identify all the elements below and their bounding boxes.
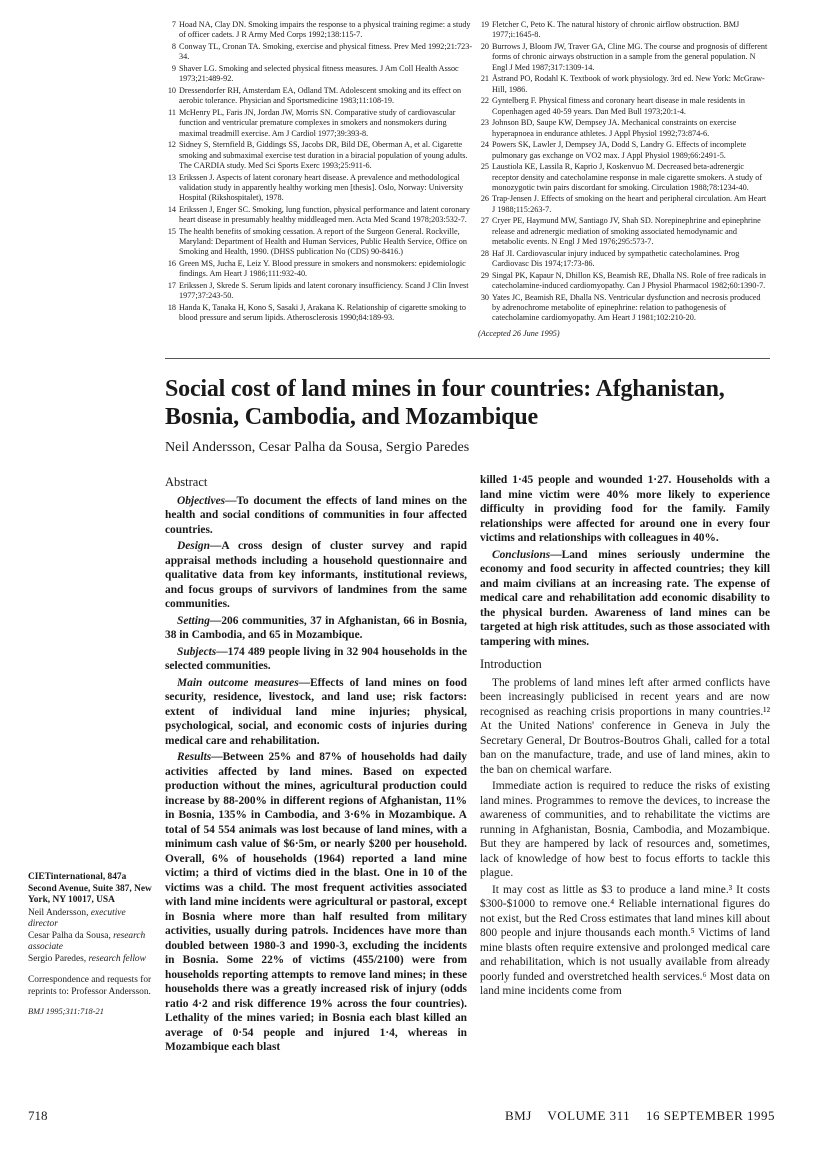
reference-number: 19 bbox=[480, 20, 489, 29]
reference-item bbox=[165, 108, 473, 139]
reference-text: Trap-Jensen J. Effects of smoking on the heart and peripheral circulation. Am Heart J 1988;115:263-7. bbox=[492, 194, 767, 214]
reference-item bbox=[165, 227, 473, 258]
accepted-date: (Accepted 26 June 1995) bbox=[478, 328, 560, 338]
reference-item bbox=[478, 249, 770, 270]
reference-text: Yates JC, Beamish RE, Dhalla NS. Ventricular dysfunction and necrosis produced by adrenochrome metabolite of epinephrine: relation to pathogenesis of catecholamine cardiomyopathy. Am Heart J 1981;102:210-20. bbox=[492, 292, 761, 323]
reference-text: Handa K, Tanaka H, Kono S, Sasaki J, Arakana K. Relationship of cigarette smoking to blood pressure and serum lipids. Atherosclerosis 1990;84:189-93. bbox=[179, 303, 466, 323]
article-citation: BMJ 1995;311:718-21 bbox=[28, 1007, 104, 1016]
reference-text: Sidney S, Sternfield B, Giddings SS, Jacobs DR, Bild DE, Oberman A, et al. Cigarette smoking and submaximal exercise test duration in a biracial population of young adults. The CARDIA study. Med Sci Sports Exerc 1993;25:911-6. bbox=[179, 140, 468, 170]
author-affiliations bbox=[28, 872, 156, 1018]
reference-item bbox=[478, 271, 770, 292]
reference-item bbox=[165, 140, 473, 171]
abstract-conclusions: Conclusions—Land mines seriously undermine the economy and food security in affected countries; they kill and maim civilians at an increasing rate. The expense of medical care and rehabilitation add economic disability to the physical burden. Awareness of land mines can be targeted at high risk attitudes, such as those associated with tampering with mines. bbox=[480, 548, 770, 648]
reference-number: 15 bbox=[167, 226, 176, 236]
reference-text: Singal PK, Kapaur N, Dhillon KS, Beamish RE, Dhalla NS. Role of free radicals in catecholamine-induced cardiomyopathy. Can J Physiol Pharmacol 1982;60:1390-7. bbox=[492, 270, 767, 291]
reference-text: Green MS, Jucha E, Leiz Y. Blood pressure in smokers and nonsmokers: epidemiologic findings. Am Heart J 1986;111:932-40. bbox=[179, 259, 466, 279]
reference-item bbox=[165, 303, 473, 324]
reference-text: Burrows J, Bloom JW, Traver GA, Cline MG. The course and prognosis of different forms of chronic airways obstruction in a sample from the general population. N Engl J Med 1987;317:1309-14. bbox=[492, 41, 768, 72]
reference-number: 8 bbox=[171, 41, 176, 51]
reference-number: 10 bbox=[167, 85, 176, 95]
reference-number: 7 bbox=[171, 20, 176, 29]
right-column bbox=[480, 473, 770, 1001]
reference-number: 26 bbox=[480, 194, 489, 204]
abstract-outcome-measures: Main outcome measures—Effects of land mines on food security, residence, livestock, and land use; risk factors: extent of individual land mine injuries; physical, psychological, social, and economic costs of injuries during medical care and rehabilitation. bbox=[165, 676, 467, 747]
reference-text: Gyntelberg F. Physical fitness and coronary heart disease in male residents in Copenhagen aged 40-59 years. Dan Med Bull 1973;20:1-4. bbox=[492, 96, 745, 116]
reference-text: Dressendorfer RH, Amsterdam EA, Odland TM. Adolescent smoking and its effect on aerobic tolerance. Physician and Sportsmedicine 1983;11:108-19. bbox=[179, 85, 462, 106]
intro-paragraph-1: The problems of land mines left after armed conflicts have been increasingly publicised in recent years and are now recognised as reaching crisis proportions in many countries.¹² At the United Nations' conference in Geneva in July the Secretary General, Dr Boutros-Boutros Ghali, called for a total ban on the manufacture, trade, and use of land mines, akin to the ban on chemical warfare. bbox=[480, 676, 770, 776]
affiliation-author-3: Sergio Paredes, research fellow bbox=[28, 953, 146, 964]
reference-number: 13 bbox=[167, 172, 176, 182]
introduction-heading: Introduction bbox=[480, 657, 542, 671]
reference-number: 14 bbox=[167, 204, 176, 214]
reference-number: 29 bbox=[480, 270, 489, 280]
reference-item bbox=[478, 216, 770, 247]
abstract-objectives: Objectives—To document the effects of land mines on the health and social conditions of communities in four affected countries. bbox=[165, 494, 467, 536]
reference-item bbox=[478, 118, 770, 139]
reference-item bbox=[165, 42, 473, 63]
reference-item bbox=[165, 20, 473, 41]
reference-number: 23 bbox=[480, 118, 489, 128]
journal-date: 16 SEPTEMBER 1995 bbox=[645, 1108, 776, 1123]
abstract-results: Results—Between 25% and 87% of households had daily activities affected by land mines. Based on expected production without the mines, agricultural production could increase by 88-200% in different regions of Afghanistan, 11% in Bosnia, 135% in Cambodia, and 3·6% in Mozambique. A total of 54 554 animals was lost because of land mines, with a minimum cash value of $6·5m, or nearly $200 per household. Overall, 6% of households (1964) reported a land mine victim; a third of victims died in the blast. One in 10 of the victims was a child. The most frequent activities associated with land mine incidents were agricultural or pastoral, except in Bosnia where more than half resulted from military activities, usually during patrols. Incidences have more than doubled between 1980-3 and 1990-3, excluding the incidents in Bosnia. Some 22% of victims (455/2100) were from households reporting attempts to remove land mines; in these households there was a greatly increased risk of injury (odds ratio 4·2 and risk difference 19% across the four countries). Lethality of the mines varied; in Bosnia each blast killed an average of 0·54 people and injured 1·4, whereas in Mozambique each blast bbox=[165, 751, 467, 1053]
reference-list-left bbox=[165, 20, 473, 325]
abstract-design: Design—A cross design of cluster survey and rapid appraisal methods including a household questionnaire and qualitative data from key informants, institutional reviews, and focus groups of survivors of landmines from the same communities. bbox=[165, 540, 467, 610]
reference-text: Fletcher C, Peto K. The natural history of chronic airflow obstruction. BMJ 1977;i:1645-8. bbox=[492, 20, 740, 40]
abstract-column bbox=[165, 473, 467, 1057]
abstract-setting: Setting—206 communities, 37 in Afghanistan, 66 in Bosnia, 38 in Cambodia, and 65 in Mozambique. bbox=[165, 614, 467, 641]
intro-paragraph-3: It may cost as little as $3 to produce a land mine.³ It costs $300-$1000 to remove one.⁴ Reliable international figures do not exist, but the Red Cross estimates that land mines kill about 800 people and injure thousands each month.⁵ Victims of land mine blasts often require extensive and prolonged medical care and rehabilitation, which is not usually available from already poorly funded and overstretched health services.⁶ Most data on land mine incidents come from bbox=[480, 883, 770, 997]
page-number: 718 bbox=[28, 1108, 48, 1123]
correspondence-note: Correspondence and requests for reprints to: Professor Andersson. bbox=[28, 975, 152, 997]
reference-number: 24 bbox=[480, 140, 489, 150]
reference-text: Conway TL, Cronan TA. Smoking, exercise and physical fitness. Prev Med 1992;21:723-34. bbox=[179, 41, 473, 62]
reference-text: Hoad NA, Clay DN. Smoking impairs the response to a physical training regime: a study of officer cadets. J R Army Med Corps 1992;138:115-7. bbox=[179, 20, 471, 40]
abstract-subjects: Subjects—174 489 people living in 32 904 households in the selected communities. bbox=[165, 645, 467, 672]
reference-number: 18 bbox=[167, 303, 176, 313]
reference-text: Powers SK, Lawler J, Dempsey JA, Dodd S, Landry G. Effects of incomplete pulmonary gas exchange on VO2 max. J Appl Physiol 1989;66:2491-5. bbox=[492, 140, 747, 160]
journal-volume: VOLUME 311 bbox=[547, 1108, 631, 1123]
reference-number: 28 bbox=[480, 248, 489, 258]
abstract-results-continued: killed 1·45 people and wounded 1·27. Households with a land mine victim were 40% more likely to experience difficulty in providing food for the family. Family relationships were affected for around one in every four victims and relationships with colleagues in 40%. bbox=[480, 474, 770, 544]
section-divider bbox=[165, 358, 770, 359]
reference-text: Erikssen J, Enger SC. Smoking, lung function, physical performance and latent coronary heart disease in presumably healthy middleaged men. Acta Med Scand 1978;203:532-7. bbox=[179, 204, 470, 225]
reference-text: Cryer PE, Haymund MW, Santiago JV, Shah SD. Norepinephrine and epinephrine release and adrenergic mediation of smoking associated hemodynamic and metabolic events. N Engl J Med 1976;295:573-7. bbox=[492, 216, 761, 247]
reference-list-right bbox=[478, 20, 770, 339]
reference-number: 20 bbox=[480, 41, 489, 51]
reference-item bbox=[478, 194, 770, 215]
reference-text: Erikssen J. Aspects of latent coronary heart disease. A prevalence and methodological validation study in apparently healthy working men [thesis]. Oslo, Norway: University Hospital (Rikshospitalet), 1978. bbox=[179, 172, 464, 203]
journal-name: BMJ bbox=[505, 1108, 532, 1123]
reference-item bbox=[478, 140, 770, 161]
reference-text: The health benefits of smoking cessation. A report of the Surgeon General. Rockville, Maryland: Department of Health and Human Services, Public Health Service, Office on Smoking and Health, 1990. (DHSS publication No (CDS) 90-8416.) bbox=[179, 226, 467, 257]
journal-footer bbox=[505, 1108, 787, 1124]
reference-text: Johnson BD, Saupe KW, Dempsey JA. Mechanical constraints on exercise hyperapnoea in endurance athletes. J Appl Physiol 1992;73:874-6. bbox=[492, 118, 737, 138]
reference-text: Laustiola KE, Lassila R, Kaprio J, Koskenvuo M. Decreased beta-adrenergic receptor density and catecholamine response in male cigarette smokers. A study of monozygotic twin pairs discordant for smoking. Circulation 1988;78:1234-40. bbox=[492, 162, 763, 192]
reference-item bbox=[165, 281, 473, 302]
article-authors: Neil Andersson, Cesar Palha da Sousa, Sergio Paredes bbox=[165, 440, 470, 455]
abstract-heading: Abstract bbox=[165, 475, 208, 489]
reference-text: Erikssen J, Skrede S. Serum lipids and latent coronary insufficiency. Scand J Clin Invest 1977;37:243-50. bbox=[179, 281, 469, 301]
reference-text: Åstrand PO, Rodahl K. Textbook of work physiology. 3rd ed. New York: McGraw-Hill, 1986. bbox=[492, 74, 765, 94]
reference-text: McHenry PL, Faris JN, Jordan JW, Morris SN. Comparative study of cardiovascular function and ventricular premature complexes in smokers and nonsmokers during maximal treadmill exercise. Am J Cardiol 1977;39:393-8. bbox=[179, 107, 456, 138]
reference-number: 17 bbox=[167, 281, 176, 291]
reference-item bbox=[478, 42, 770, 73]
reference-item bbox=[165, 173, 473, 204]
article-title: Social cost of land mines in four countries: Afghanistan, Bosnia, Cambodia, and Mozambique bbox=[165, 376, 725, 430]
reference-number: 9 bbox=[171, 63, 176, 73]
affiliation-author-1: Neil Andersson, executive director bbox=[28, 907, 126, 929]
reference-item bbox=[478, 96, 770, 117]
affiliation-org: CIETinternational, 847a Second Avenue, Suite 387, New York, NY 10017, USA bbox=[28, 872, 152, 905]
affiliation-author-2: Cesar Palha da Sousa, research associate bbox=[28, 930, 146, 952]
reference-number: 11 bbox=[168, 107, 176, 117]
reference-number: 12 bbox=[167, 140, 176, 150]
reference-item bbox=[165, 86, 473, 107]
reference-item bbox=[165, 64, 473, 85]
reference-item bbox=[478, 162, 770, 193]
reference-number: 25 bbox=[480, 162, 489, 172]
intro-paragraph-2: Immediate action is required to reduce the risks of existing land mines. Programmes to remove the devices, to increase the awareness of communities, and to rehabilitate the victims are running in Afghanistan, Bosnia, Cambodia, and Mozambique. But they are hampered by lack of resources and, sometimes, lack of knowledge of how best to focus efforts to tackle this plague. bbox=[480, 780, 770, 879]
reference-number: 21 bbox=[480, 74, 489, 84]
reference-text: Shaver LG. Smoking and selected physical fitness measures. J Am Coll Health Assoc 1973;21:489-92. bbox=[179, 63, 459, 84]
reference-item bbox=[478, 20, 770, 41]
reference-text: Haf JI. Cardiovascular injury induced by sympathetic catecholamines. Prog Cardiovasc Dis 1974;17:73-86. bbox=[492, 248, 740, 269]
reference-item bbox=[165, 259, 473, 280]
reference-number: 30 bbox=[480, 292, 489, 302]
reference-number: 22 bbox=[480, 96, 489, 106]
reference-item bbox=[478, 74, 770, 95]
reference-item bbox=[165, 205, 473, 226]
reference-number: 16 bbox=[167, 259, 176, 269]
reference-item bbox=[478, 293, 770, 324]
reference-number: 27 bbox=[480, 216, 489, 226]
